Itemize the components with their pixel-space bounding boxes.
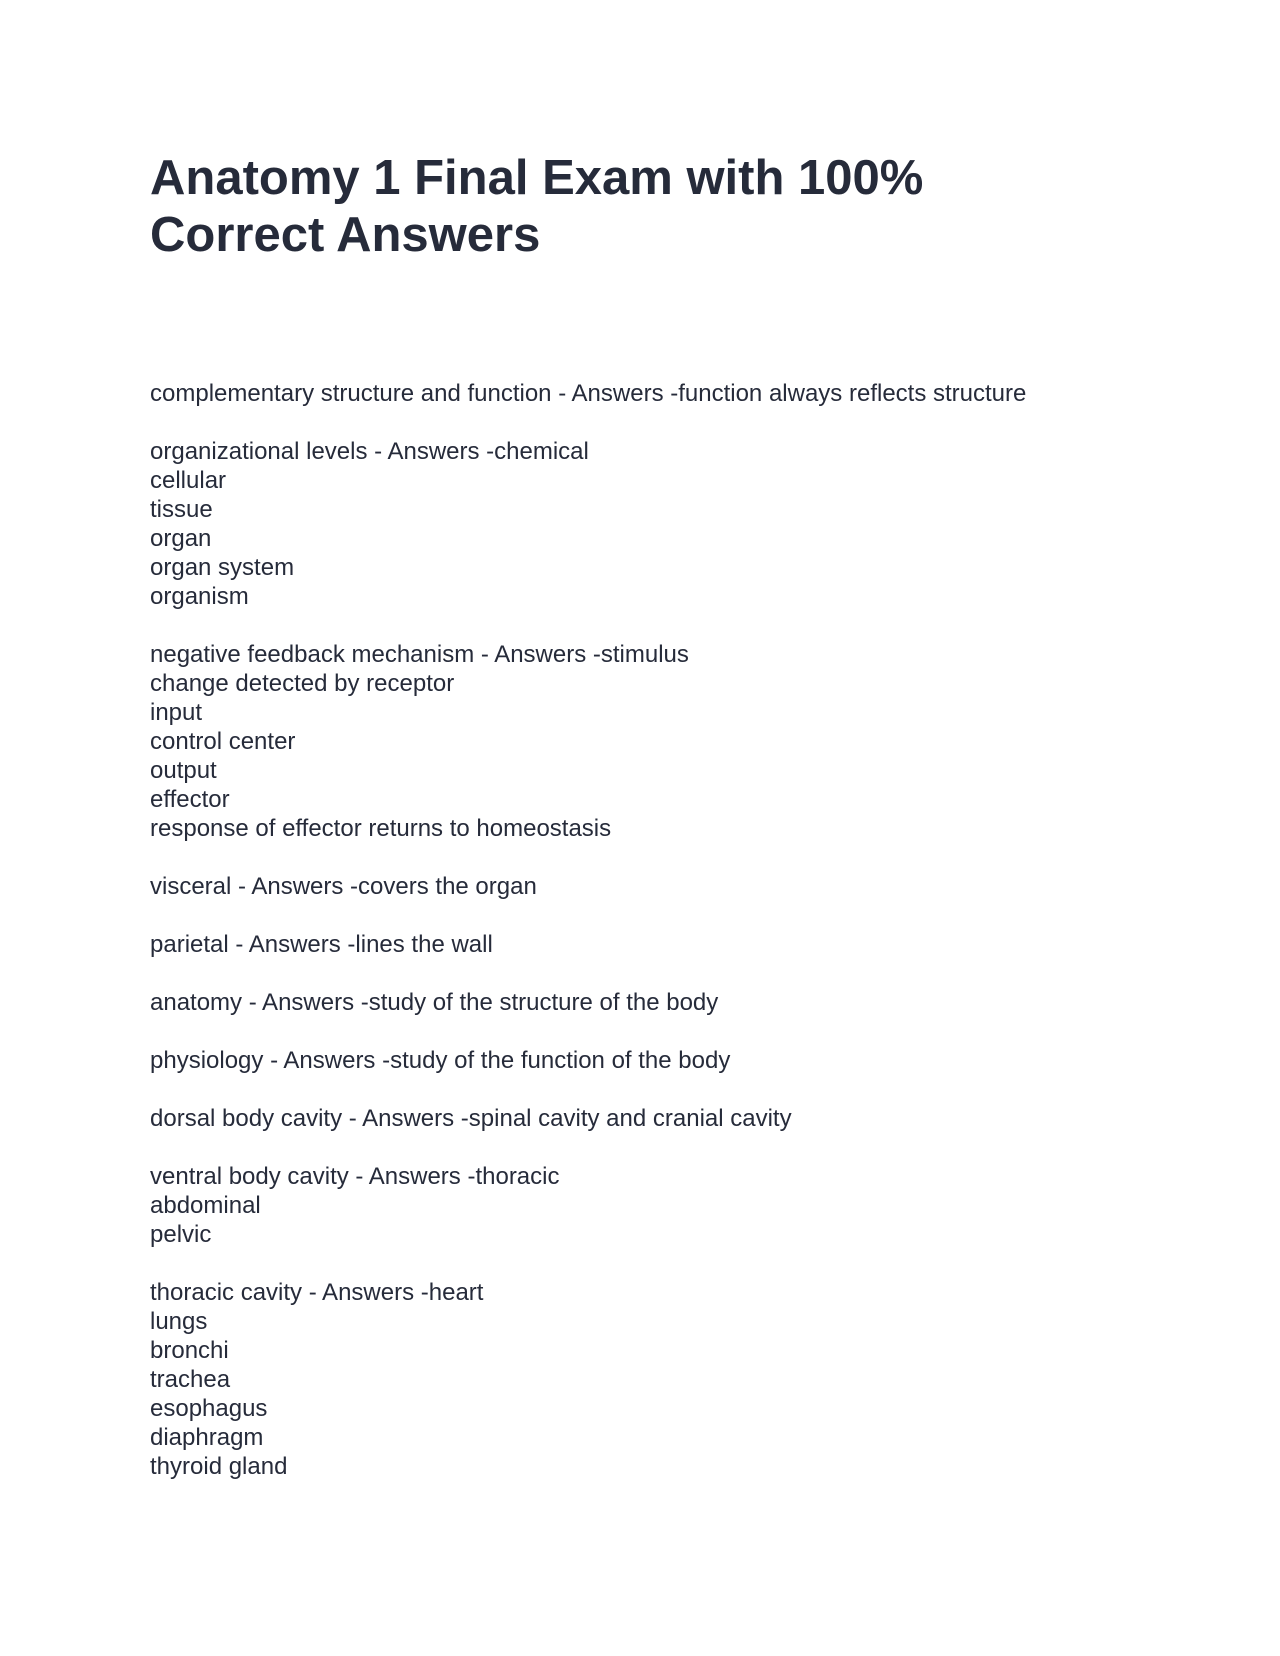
qa-entry-answer-line: tissue <box>150 496 213 523</box>
qa-entry-answer-line: output <box>150 757 217 784</box>
qa-entry-answer-line: control center <box>150 728 296 755</box>
qa-entry <box>150 379 1150 408</box>
qa-entry <box>150 1104 1150 1133</box>
qa-entry <box>150 437 1150 611</box>
qa-entry-answer-line: organ <box>150 525 212 552</box>
document-page <box>150 150 1150 1510</box>
qa-entry-question: physiology - Answers -study of the function of the body <box>150 1047 731 1074</box>
qa-entry-question: organizational levels - Answers -chemical <box>150 438 589 465</box>
qa-entry-answer-line: organism <box>150 583 249 610</box>
qa-entry-answer-line: trachea <box>150 1366 231 1393</box>
qa-entry-answer-line: cellular <box>150 467 227 494</box>
qa-entry-question: complementary structure and function - Answers -function always reflects structure <box>150 380 1027 407</box>
qa-entry-question: ventral body cavity - Answers -thoracic <box>150 1163 560 1190</box>
qa-entry-question: visceral - Answers -covers the organ <box>150 873 537 900</box>
qa-entry-answer-line: change detected by receptor <box>150 670 455 697</box>
qa-entry-answer-line: esophagus <box>150 1395 268 1422</box>
qa-entry-answer-line: thyroid gland <box>150 1453 288 1480</box>
qa-entry-answer-line: abdominal <box>150 1192 261 1219</box>
qa-entry-answer-line: input <box>150 699 203 726</box>
qa-entry-question: parietal - Answers -lines the wall <box>150 931 493 958</box>
title-line-1: Anatomy 1 Final Exam with 100% <box>150 151 924 205</box>
qa-entry <box>150 1278 1150 1481</box>
qa-entry-answer-line: diaphragm <box>150 1424 264 1451</box>
qa-entry-question: negative feedback mechanism - Answers -stimulus <box>150 641 689 668</box>
qa-entry <box>150 872 1150 901</box>
qa-entry-answer-line: lungs <box>150 1308 208 1335</box>
qa-entry <box>150 1046 1150 1075</box>
document-title <box>150 150 1150 264</box>
qa-entry <box>150 930 1150 959</box>
qa-entry-answer-line: pelvic <box>150 1221 212 1248</box>
qa-entry-question: dorsal body cavity - Answers -spinal cavity and cranial cavity <box>150 1105 792 1132</box>
qa-entry <box>150 640 1150 843</box>
qa-entry <box>150 1162 1150 1249</box>
qa-entry-question: anatomy - Answers -study of the structure of the body <box>150 989 719 1016</box>
qa-entries <box>150 379 1150 1481</box>
qa-entry <box>150 988 1150 1017</box>
title-line-2: Correct Answers <box>150 208 541 262</box>
qa-entry-answer-line: effector <box>150 786 230 813</box>
qa-entry-answer-line: bronchi <box>150 1337 229 1364</box>
qa-entry-question: thoracic cavity - Answers -heart <box>150 1279 484 1306</box>
qa-entry-answer-line: organ system <box>150 554 295 581</box>
qa-entry-answer-line: response of effector returns to homeostasis <box>150 815 612 842</box>
